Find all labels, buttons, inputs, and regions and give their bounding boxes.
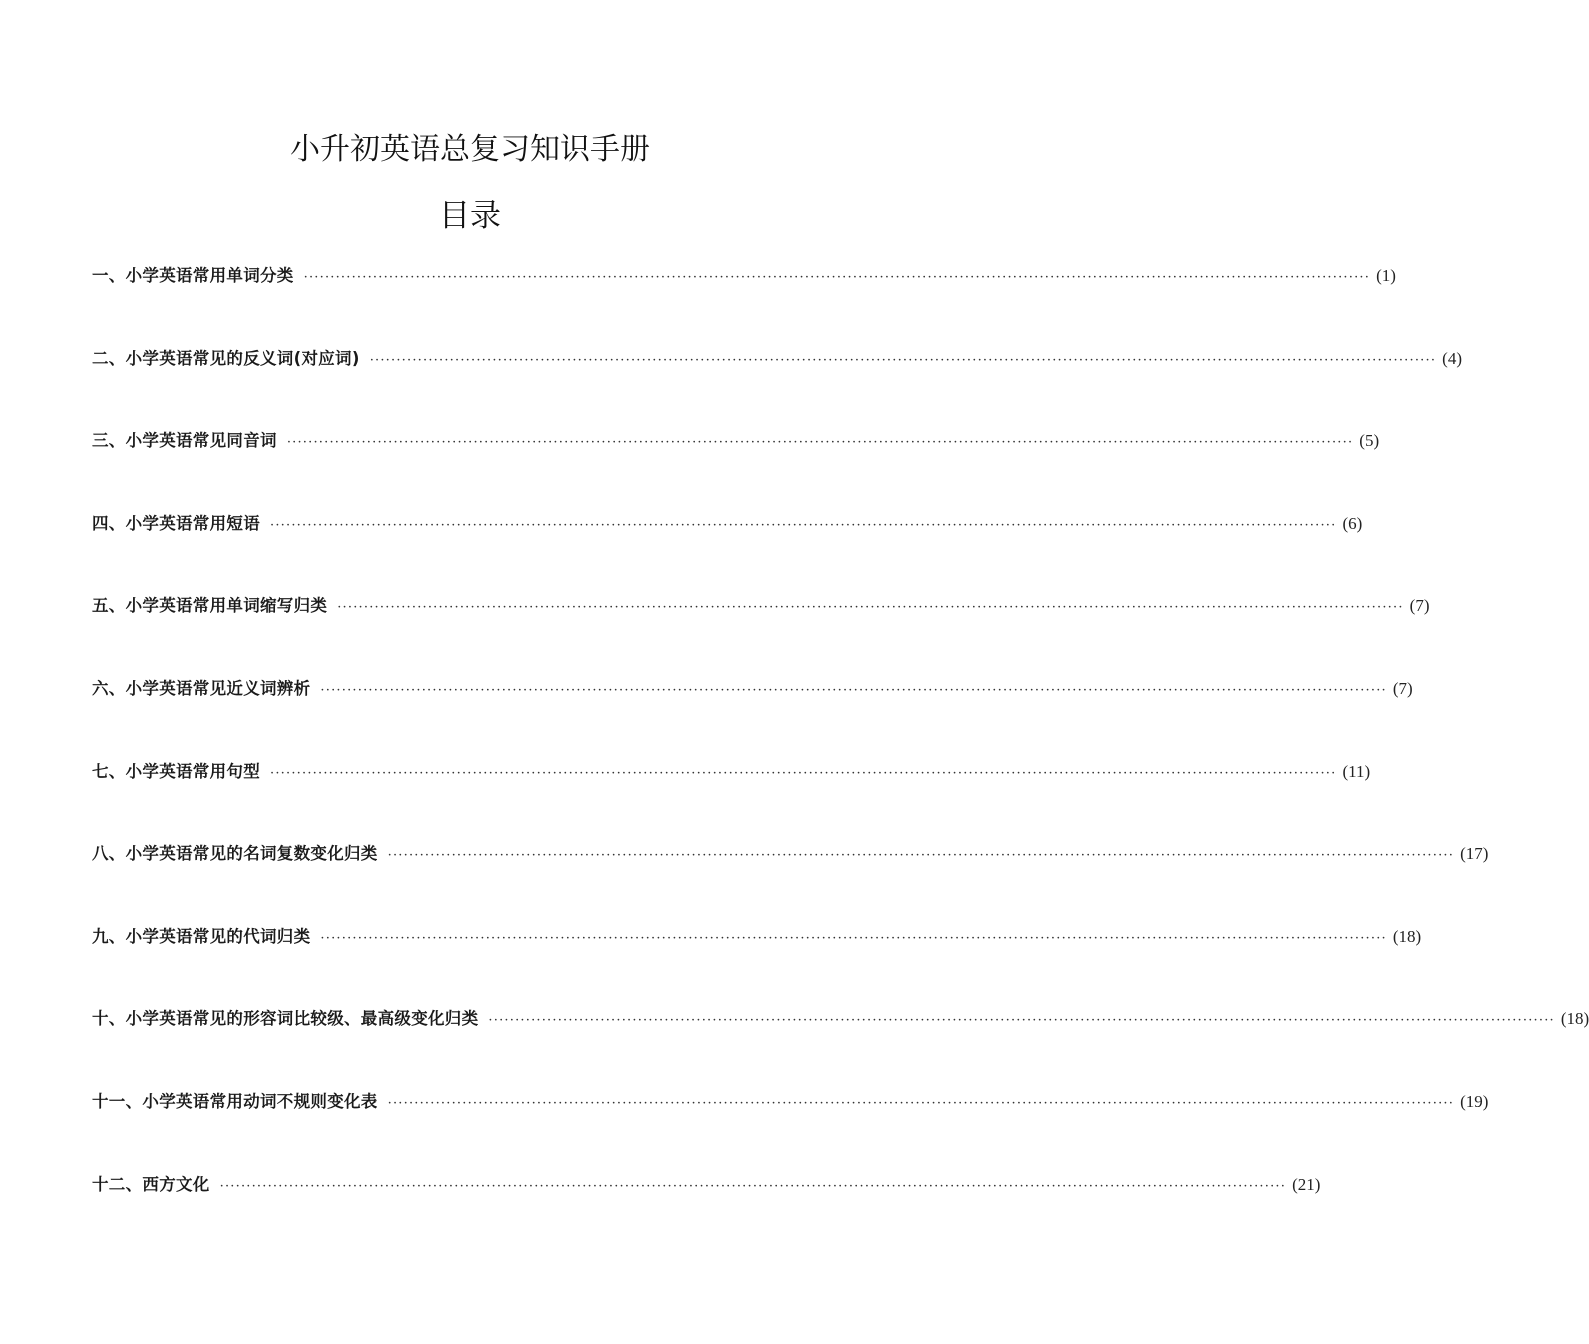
toc-entry-label: 十二、西方文化 [92,1174,210,1194]
toc-entry-page: (19) [1460,1091,1489,1111]
toc-entry[interactable] [92,758,1371,841]
toc-entry-label: 四、小学英语常用短语 [92,513,260,533]
dot-leader: ········································································································································································································ [488,1013,1555,1029]
table-of-contents [92,262,1589,1253]
toc-heading: 目录 [439,198,501,234]
dot-leader: ········································································································································································································ [303,270,1371,285]
toc-entry[interactable] [92,1171,1321,1254]
document-title: 小升初英语总复习知识手册 [290,132,650,167]
toc-entry-page: (6) [1342,513,1363,533]
toc-entry-page: (11) [1342,761,1371,781]
dot-leader: ········································································································································································································ [270,765,1337,781]
toc-entry-page: (18) [1560,1009,1589,1029]
toc-entry[interactable] [92,345,1462,428]
dot-leader: ········································································································································································································ [387,848,1455,864]
toc-entry-page: (4) [1442,348,1462,368]
toc-entry-label: 二、小学英语常见的反义词(对应词) [92,348,360,368]
toc-entry[interactable] [92,675,1413,758]
toc-entry-label: 六、小学英语常见近义词辨析 [92,678,311,698]
toc-entry-page: (17) [1460,844,1489,864]
toc-entry-page: (21) [1292,1174,1321,1194]
dot-leader: ········································································································································································································ [286,435,1354,451]
toc-entry[interactable] [92,1005,1589,1088]
dot-leader: ········································································································································································································ [320,682,1387,698]
dot-leader: ········································································································································································································ [320,930,1387,946]
toc-entry[interactable] [92,840,1489,923]
toc-entry-label: 十、小学英语常见的形容词比较级、最高级变化归类 [92,1009,479,1029]
toc-entry-label: 九、小学英语常见的代词归类 [92,926,311,946]
toc-entry-page: (5) [1359,431,1380,451]
toc-entry-label: 五、小学英语常用单词缩写归类 [92,596,328,616]
toc-entry-label: 八、小学英语常见的名词复数变化归类 [92,844,378,864]
toc-entry-page: (7) [1409,596,1430,616]
dot-leader: ········································································································································································································ [337,600,1404,616]
toc-entry[interactable] [92,510,1363,593]
toc-entry-label: 十一、小学英语常用动词不规则变化表 [92,1091,378,1111]
dot-leader: ········································································································································································································ [219,1178,1287,1194]
dot-leader: ········································································································································································································ [387,1095,1455,1111]
toc-entry-label: 七、小学英语常用句型 [92,761,260,781]
toc-entry[interactable] [92,923,1422,1006]
toc-entry-label: 一、小学英语常用单词分类 [92,266,294,285]
toc-entry-label: 三、小学英语常见同音词 [92,431,277,451]
toc-entry-page: (1) [1376,266,1396,285]
toc-entry-page: (18) [1392,926,1422,946]
toc-entry-page: (7) [1392,678,1413,698]
dot-leader: ········································································································································································································ [369,352,1437,368]
toc-entry[interactable] [92,262,1396,345]
toc-entry[interactable] [92,427,1380,510]
toc-entry[interactable] [92,1088,1489,1171]
dot-leader: ········································································································································································································ [270,517,1337,533]
toc-entry[interactable] [92,592,1430,675]
